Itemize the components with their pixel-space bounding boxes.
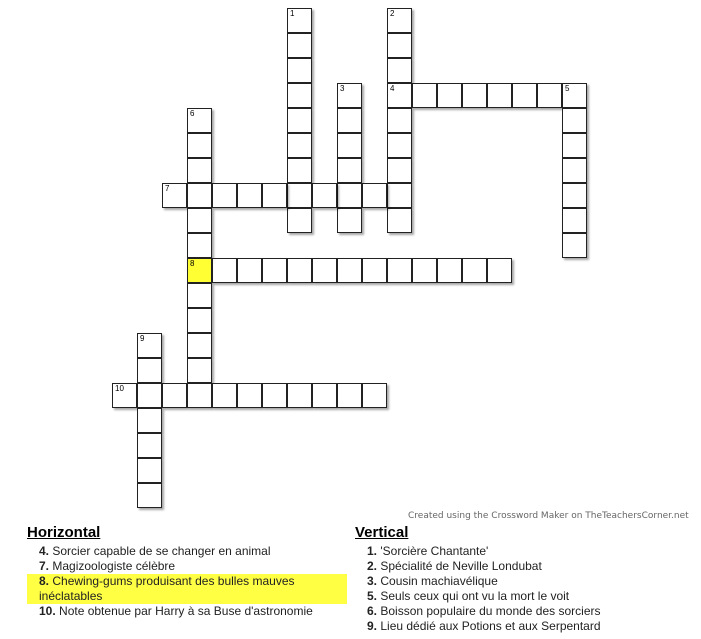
clue-text: Spécialité de Neville Londubat: [380, 559, 542, 573]
crossword-cell[interactable]: [187, 208, 212, 233]
crossword-cell[interactable]: [487, 83, 512, 108]
crossword-cell[interactable]: [287, 208, 312, 233]
crossword-cell[interactable]: [337, 383, 362, 408]
clue-number-label: 1.: [367, 544, 378, 558]
crossword-cell[interactable]: [562, 108, 587, 133]
crossword-cell[interactable]: [187, 183, 212, 208]
crossword-cell[interactable]: [237, 183, 262, 208]
vertical-clue-1[interactable]: [355, 544, 675, 559]
crossword-cell[interactable]: [512, 83, 537, 108]
crossword-cell[interactable]: [562, 183, 587, 208]
crossword-cell[interactable]: [162, 383, 187, 408]
horizontal-clue-4[interactable]: [27, 544, 347, 559]
crossword-cell[interactable]: [237, 383, 262, 408]
horizontal-clues-title: Horizontal: [27, 524, 101, 541]
crossword-cell[interactable]: [562, 233, 587, 258]
clue-number-label: 7.: [39, 559, 50, 573]
clue-text: Sorcier capable de se changer en animal: [52, 544, 271, 558]
crossword-cell[interactable]: [362, 383, 387, 408]
crossword-maker-credit: Created using the Crossword Maker on TheTeachersCorner.net: [408, 511, 689, 521]
crossword-cell[interactable]: [137, 433, 162, 458]
horizontal-clue-8[interactable]: [27, 574, 347, 604]
clue-number-label: 9.: [367, 619, 378, 633]
crossword-cell-1[interactable]: [287, 8, 312, 33]
crossword-cell-8[interactable]: [187, 258, 212, 283]
crossword-cell[interactable]: [137, 458, 162, 483]
crossword-cell[interactable]: [337, 208, 362, 233]
crossword-cell[interactable]: [337, 133, 362, 158]
clue-number: 7: [165, 184, 170, 193]
crossword-cell-3[interactable]: [337, 83, 362, 108]
crossword-cell[interactable]: [387, 183, 412, 208]
crossword-cell[interactable]: [412, 83, 437, 108]
crossword-cell[interactable]: [137, 408, 162, 433]
crossword-cell[interactable]: [337, 183, 362, 208]
crossword-cell[interactable]: [287, 108, 312, 133]
crossword-cell[interactable]: [212, 183, 237, 208]
crossword-cell[interactable]: [262, 258, 287, 283]
crossword-cell[interactable]: [237, 258, 262, 283]
crossword-cell[interactable]: [562, 208, 587, 233]
crossword-cell-2[interactable]: [387, 8, 412, 33]
crossword-cell[interactable]: [287, 83, 312, 108]
vertical-clue-list: [355, 544, 675, 634]
crossword-cell[interactable]: [337, 158, 362, 183]
clue-number: 4: [390, 84, 395, 93]
crossword-cell[interactable]: [562, 158, 587, 183]
crossword-cell-4[interactable]: [387, 83, 412, 108]
vertical-clue-2[interactable]: [355, 559, 675, 574]
vertical-clue-3[interactable]: [355, 574, 675, 589]
horizontal-clues-panel: [27, 524, 347, 619]
clue-number-label: 10.: [39, 604, 56, 618]
crossword-cell[interactable]: [137, 358, 162, 383]
crossword-cell[interactable]: [437, 258, 462, 283]
crossword-cell[interactable]: [187, 358, 212, 383]
crossword-cell[interactable]: [187, 308, 212, 333]
clue-number: 10: [115, 384, 124, 393]
crossword-cell[interactable]: [462, 83, 487, 108]
crossword-cell[interactable]: [412, 258, 437, 283]
clue-number-label: 4.: [39, 544, 50, 558]
clue-text: Seuls ceux qui ont vu la mort le voit: [380, 589, 570, 603]
crossword-cell[interactable]: [187, 333, 212, 358]
crossword-cell-6[interactable]: [187, 108, 212, 133]
crossword-cell[interactable]: [337, 258, 362, 283]
crossword-cell[interactable]: [387, 133, 412, 158]
vertical-clue-6[interactable]: [355, 604, 675, 619]
crossword-cell[interactable]: [312, 258, 337, 283]
crossword-cell[interactable]: [362, 183, 387, 208]
crossword-cell-7[interactable]: [162, 183, 187, 208]
crossword-cell[interactable]: [337, 108, 362, 133]
crossword-cell[interactable]: [387, 33, 412, 58]
clue-number: 6: [190, 109, 195, 118]
crossword-cell[interactable]: [387, 58, 412, 83]
vertical-clue-5[interactable]: [355, 589, 675, 604]
crossword-cell[interactable]: [362, 258, 387, 283]
crossword-cell[interactable]: [287, 58, 312, 83]
vertical-clues-panel: [355, 524, 675, 634]
crossword-cell[interactable]: [137, 483, 162, 508]
clue-number: 1: [290, 9, 295, 18]
clue-number: 3: [340, 84, 345, 93]
crossword-cell[interactable]: [312, 383, 337, 408]
crossword-cell[interactable]: [387, 158, 412, 183]
clue-text: Note obtenue par Harry à sa Buse d'astronomie: [59, 604, 313, 618]
crossword-cell[interactable]: [287, 258, 312, 283]
crossword-cell[interactable]: [462, 258, 487, 283]
crossword-cell[interactable]: [187, 158, 212, 183]
crossword-cell[interactable]: [387, 258, 412, 283]
crossword-cell[interactable]: [287, 383, 312, 408]
vertical-clues-title: Vertical: [355, 524, 409, 541]
clue-text: 'Sorcière Chantante': [380, 544, 489, 558]
crossword-cell[interactable]: [287, 158, 312, 183]
clue-number-label: 8.: [39, 574, 50, 588]
horizontal-clue-list: [27, 544, 347, 619]
clue-text: Chewing-gums produisant des bulles mauves inéclatables: [39, 574, 295, 603]
clue-text: Boisson populaire du monde des sorciers: [380, 604, 601, 618]
horizontal-clue-7[interactable]: [27, 559, 347, 574]
crossword-cell[interactable]: [262, 183, 287, 208]
vertical-clue-9[interactable]: [355, 619, 675, 634]
crossword-cell[interactable]: [187, 283, 212, 308]
clue-text: Magizoologiste célèbre: [52, 559, 176, 573]
crossword-cell[interactable]: [287, 183, 312, 208]
crossword-cell[interactable]: [212, 258, 237, 283]
crossword-cell[interactable]: [137, 383, 162, 408]
crossword-cell[interactable]: [537, 83, 562, 108]
clue-number-label: 2.: [367, 559, 378, 573]
crossword-cell[interactable]: [187, 383, 212, 408]
crossword-cell[interactable]: [287, 133, 312, 158]
clue-number-label: 3.: [367, 574, 378, 588]
crossword-cell[interactable]: [387, 108, 412, 133]
clue-number-label: 5.: [367, 589, 378, 603]
crossword-cell[interactable]: [437, 83, 462, 108]
crossword-cell[interactable]: [312, 183, 337, 208]
clue-text: Cousin machiavélique: [380, 574, 498, 588]
crossword-cell[interactable]: [212, 383, 237, 408]
crossword-cell[interactable]: [262, 383, 287, 408]
crossword-cell-9[interactable]: [137, 333, 162, 358]
horizontal-clue-10[interactable]: [27, 604, 347, 619]
crossword-cell-5[interactable]: [562, 83, 587, 108]
crossword-cell[interactable]: [287, 33, 312, 58]
clue-number: 9: [140, 334, 145, 343]
crossword-cell-10[interactable]: [112, 383, 137, 408]
clue-text: Lieu dédié aux Potions et aux Serpentard: [380, 619, 601, 633]
clue-number: 8: [190, 259, 195, 268]
crossword-cell[interactable]: [187, 133, 212, 158]
crossword-cell[interactable]: [562, 133, 587, 158]
crossword-cell[interactable]: [487, 258, 512, 283]
clue-number-label: 6.: [367, 604, 378, 618]
clue-number: 2: [390, 9, 395, 18]
crossword-cell[interactable]: [387, 208, 412, 233]
clue-number: 5: [565, 84, 570, 93]
crossword-cell[interactable]: [187, 233, 212, 258]
